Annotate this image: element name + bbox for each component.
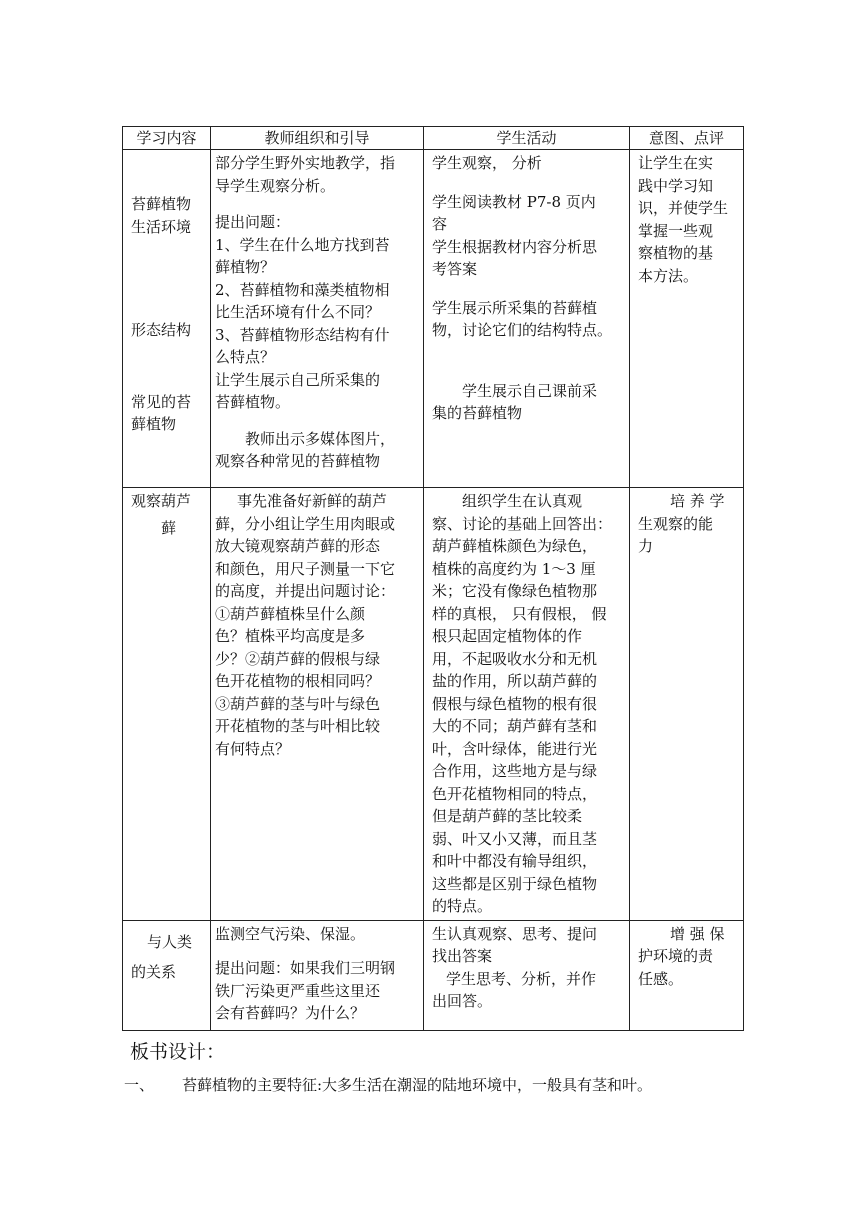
cell-line: 的高度，并提出问题讨论： [215, 582, 396, 600]
cell-line: 让学生在实 [638, 154, 714, 172]
cell-intent [630, 920, 744, 1030]
cell-line: 比生活环境有什么不同？ [215, 303, 381, 321]
cell-teacher [211, 920, 424, 1030]
cell-line: 葫芦藓植株颜色为绿色， [432, 537, 598, 555]
cell-line: 任感。 [638, 969, 684, 988]
cell-line: 这些都是区别于绿色植物 [432, 874, 598, 893]
cell-line: 的关系 [131, 963, 177, 981]
cell-line: 培 养 学 [670, 492, 725, 510]
cell-line: 用，不起吸收水分和无机 [432, 649, 598, 668]
cell-line: 藓植物？ [215, 258, 276, 276]
cell-line: 合作用，这些地方是与绿 [432, 762, 598, 780]
cell-line: 放大镜观察葫芦藓的形态 [215, 537, 381, 555]
cell-line: 学生阅读教材 P7-8 页内 [432, 192, 596, 211]
cell-intent [630, 150, 744, 488]
table-row [123, 488, 744, 921]
cell-line: 集的苔藓植物 [432, 404, 523, 422]
cell-line: 么特点？ [215, 348, 276, 366]
header-content: 学习内容 [123, 127, 211, 150]
cell-content [123, 488, 211, 921]
cell-line: 提出问题：如果我们三明钢 [215, 959, 396, 977]
cell-line: 的特点。 [432, 897, 493, 915]
board-item-number: 一、 [124, 1076, 155, 1094]
cell-line: 叶，含叶绿体，能进行光 [432, 739, 598, 758]
cell-line: 假根与绿色植物的根有很 [432, 694, 598, 713]
board-design-title: 板书设计： [130, 1041, 226, 1063]
cell-line: 践中学习知 [638, 176, 714, 195]
cell-line: 色开花植物相同的特点， [432, 784, 598, 803]
lesson-table [122, 126, 744, 1031]
table-row [123, 150, 744, 488]
cell-line: 出回答。 [432, 992, 493, 1010]
cell-line: 监测空气污染、保湿。 [215, 924, 366, 943]
cell-line: 增 强 保 [670, 924, 725, 943]
cell-content [123, 150, 211, 488]
cell-line: 容 [432, 215, 448, 233]
cell-line: 生活环境 [131, 217, 192, 236]
cell-line: 学生展示所采集的苔藓植 [432, 298, 598, 317]
cell-line: 察、讨论的基础上回答出： [432, 514, 613, 533]
cell-line: 本方法。 [638, 266, 699, 285]
cell-line: 学生思考、分析，并作 [446, 969, 597, 988]
cell-line: 生认真观察、思考、提问 [432, 924, 598, 943]
cell-line: 导学生观察分析。 [215, 176, 336, 195]
cell-line: 开花植物的茎与叶相比较 [215, 717, 381, 735]
cell-intent [630, 488, 744, 921]
cell-line: 物，讨论它们的结构特点。 [432, 321, 613, 339]
cell-line: 生观察的能 [638, 514, 714, 533]
cell-line: 苔藓植物 [131, 195, 192, 213]
cell-line: 米；它没有像绿色植物那 [432, 582, 598, 600]
cell-line: 藓植物 [131, 415, 177, 433]
cell-line: 盐的作用，所以葫芦藓的 [432, 672, 598, 690]
cell-student [424, 920, 630, 1030]
cell-line: 力 [638, 537, 654, 555]
header-intent: 意图、点评 [630, 127, 744, 150]
cell-line: 与人类 [147, 932, 193, 951]
cell-line: 3、苔藓植物形态结构有什 [215, 325, 390, 344]
cell-teacher [211, 150, 424, 488]
cell-teacher [211, 488, 424, 921]
cell-line: 根只起固定植物体的作 [432, 627, 583, 645]
cell-line: 找出答案 [432, 947, 493, 965]
cell-line: 铁厂污染更严重些这里还 [215, 981, 381, 1000]
board-item [124, 1074, 652, 1096]
cell-line: 和叶中都没有输导组织， [432, 852, 598, 870]
cell-line: 掌握一些观 [638, 221, 714, 240]
cell-line: 考答案 [432, 260, 478, 278]
cell-line: 藓 [160, 518, 176, 537]
cell-line: 观察各种常见的苔藓植物 [215, 452, 381, 470]
cell-line: 会有苔藓吗？为什么？ [215, 1004, 366, 1022]
table-header-row [123, 127, 744, 150]
cell-student [424, 150, 630, 488]
cell-line: 色开花植物的根相同吗？ [215, 672, 381, 690]
cell-line: 样的真根， 只有假根， 假 [432, 604, 607, 623]
cell-line: 2、苔藓植物和藻类植物相 [215, 280, 390, 299]
cell-line: 教师出示多媒体图片， [245, 429, 396, 448]
header-teacher: 教师组织和引导 [211, 127, 424, 150]
table-row [123, 920, 744, 1030]
cell-line: 组织学生在认真观 [462, 492, 583, 510]
cell-line: 护环境的责 [638, 947, 714, 965]
cell-line: 色？植株平均高度是多 [215, 627, 366, 645]
cell-line: 常见的苔 [131, 392, 192, 411]
cell-line: 事先准备好新鲜的葫芦 [237, 492, 388, 510]
cell-line: 少？②葫芦藓的假根与绿 [215, 649, 381, 668]
cell-line: 让学生展示自己所采集的 [215, 370, 381, 389]
cell-line: 学生展示自己课前采 [462, 381, 598, 400]
cell-line: 有何特点？ [215, 739, 291, 758]
cell-line: 形态结构 [131, 321, 192, 339]
cell-line: 大的不同；葫芦藓有茎和 [432, 717, 598, 735]
cell-line: 弱、叶又小又薄，而且茎 [432, 829, 598, 848]
cell-line: 学生根据教材内容分析思 [432, 237, 598, 256]
cell-line: 藓，分小组让学生用肉眼或 [215, 514, 396, 533]
cell-line: 1、学生在什么地方找到苔 [215, 235, 390, 254]
cell-line: 学生观察， 分析 [432, 154, 542, 172]
cell-line: ③葫芦藓的茎与叶与绿色 [215, 694, 381, 713]
cell-line: 和颜色，用尺子测量一下它 [215, 559, 396, 578]
cell-line: ①葫芦藓植株呈什么颜 [215, 604, 366, 623]
cell-student [424, 488, 630, 921]
cell-line: 观察葫芦 [131, 492, 192, 510]
board-item-text: 苔藓植物的主要特征:大多生活在潮湿的陆地环境中，一般具有茎和叶。 [182, 1076, 653, 1094]
cell-content [123, 920, 211, 1030]
cell-line: 识，并使学生 [638, 199, 729, 217]
cell-line: 察植物的基 [638, 244, 714, 262]
cell-line: 但是葫芦藓的茎比较柔 [432, 807, 583, 825]
cell-line: 植株的高度约为 1～3 厘 [432, 559, 596, 578]
cell-line: 部分学生野外实地教学，指 [215, 154, 396, 172]
header-student: 学生活动 [424, 127, 630, 150]
cell-line: 苔藓植物。 [215, 393, 291, 411]
cell-line: 提出问题： [215, 213, 291, 231]
